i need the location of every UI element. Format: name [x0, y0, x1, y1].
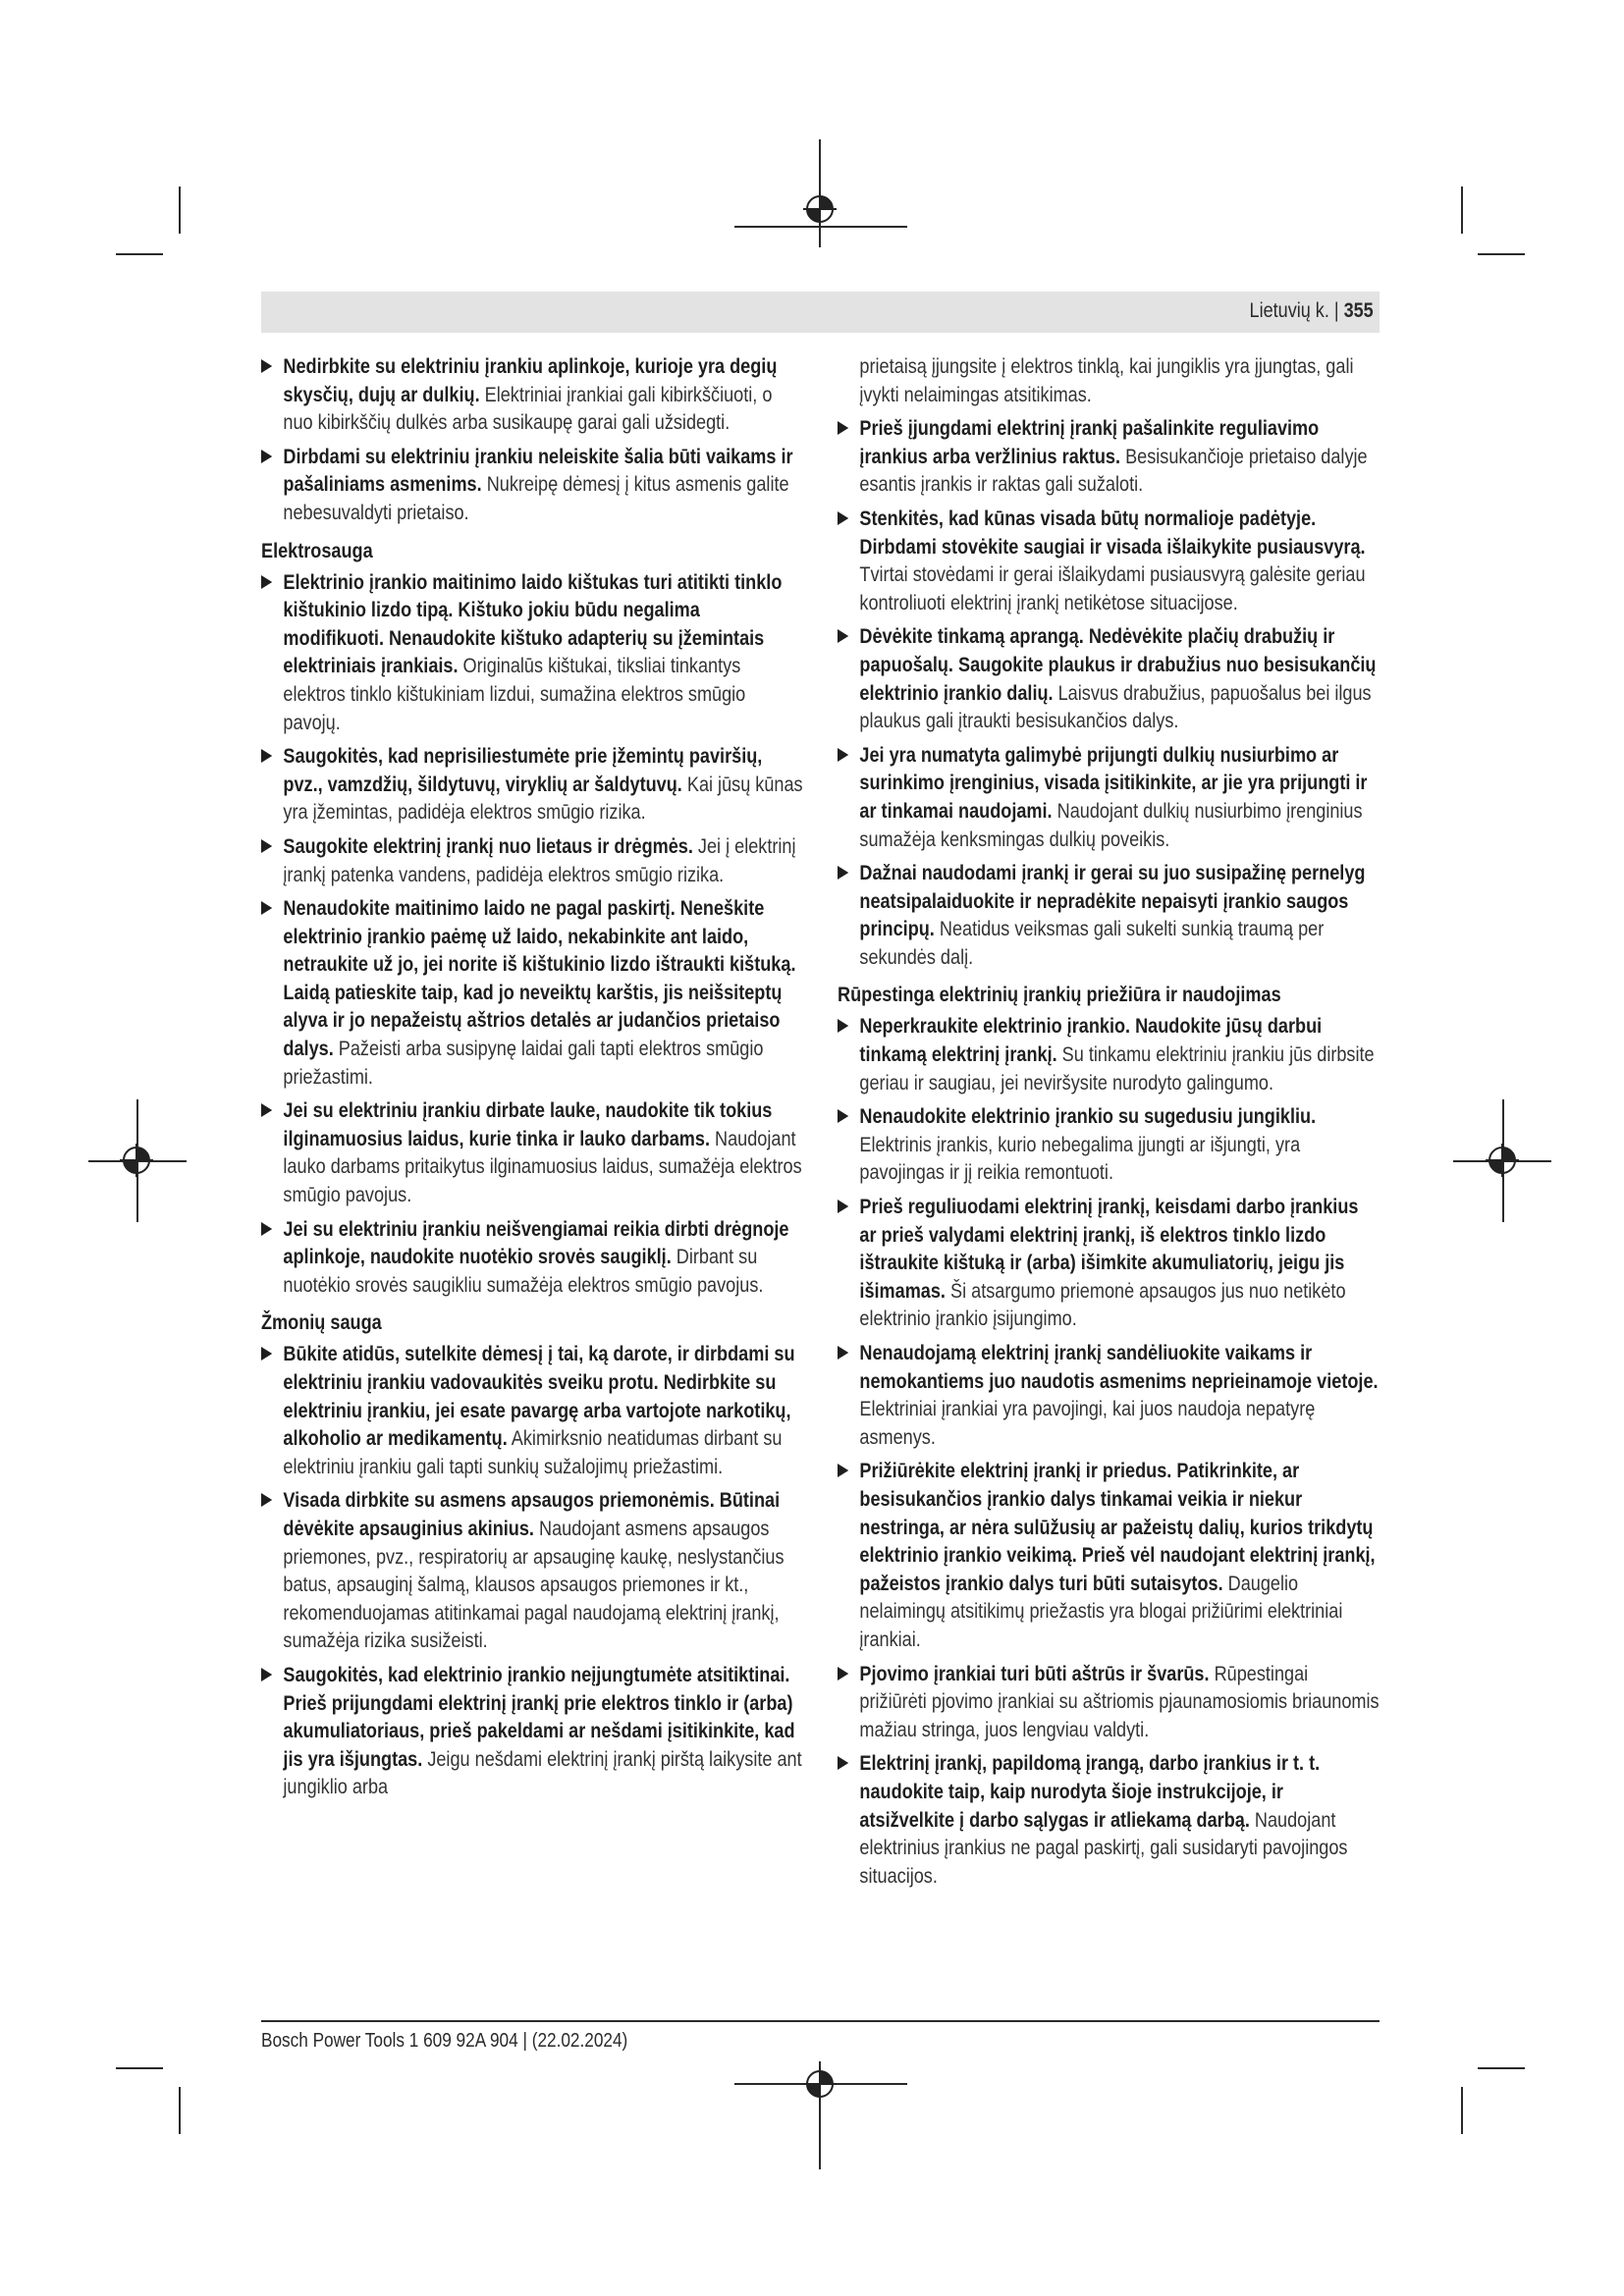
registration-target-icon [803, 2067, 837, 2101]
section-heading-tool-care: Rūpestinga elektrinių įrankių priežiūra ir naudojimas [838, 984, 1281, 1007]
language-label: Lietuvių k. [1249, 299, 1330, 322]
continued-paragraph: prietaisą įjungsite į elektros tinklą, kai jungiklis yra įjungtas, gali įvykti nelaimingas atsitikimas. [859, 355, 1354, 406]
safety-instruction-item [838, 506, 1380, 617]
bullet-triangle-icon [838, 866, 848, 880]
instruction-explanation-text: Daugelio nelaimingų atsitikimų priežastis yra blogai prižiūrimi elektriniai įrankiai. [859, 1572, 1343, 1651]
bullet-triangle-icon [838, 748, 848, 762]
footer-text: Bosch Power Tools 1 609 92A 904 | (22.02.2024) [261, 2030, 628, 2052]
crop-mark [179, 2087, 181, 2134]
instruction-explanation-text: Besisukančioje prietaiso dalyje esantis įrankis ir raktas gali sužaloti. [859, 445, 1368, 497]
bullet-triangle-icon [261, 901, 272, 915]
instruction-bold-text: Prieš įjungdami elektrinį įrankį pašalinkite reguliavimo įrankius arba veržlinius raktus. [859, 417, 1320, 468]
crop-mark [1461, 2087, 1463, 2134]
safety-instruction-item [838, 1340, 1380, 1452]
instruction-bold-text: Dažnai naudodami įrankį ir gerai su juo susipažinę pernelyg neatsipalaiduokite ir nepradėkite nepaisyti įrankio saugos principų. [859, 862, 1366, 941]
bullet-triangle-icon [838, 1200, 848, 1213]
instruction-bold-text: Jei yra numatyta galimybė prijungti dulkių nusiurbimo ar surinkimo įrenginius, visada įsitikinkite, ar jie yra prijungti ir ar tinkamai naudojami. [859, 743, 1368, 823]
instruction-explanation-text: Laisvus drabužius, papuošalus bei ilgus plaukus gali įtraukti besisukančios dalys. [859, 681, 1372, 733]
registration-target-icon [803, 192, 837, 226]
instruction-explanation-text: Elektriniai įrankiai gali kibirkščiuoti, o nuo kibirkščių dulkės arba susikaupę garai gali užsidegti. [283, 383, 773, 435]
safety-instruction-item [838, 860, 1380, 972]
bullet-triangle-icon [838, 1464, 848, 1477]
safety-instruction-item [838, 1013, 1380, 1097]
instruction-explanation-text: Pažeisti arba susipynę laidai gali tapti elektros smūgio priežastimi. [283, 1038, 764, 1089]
instruction-explanation-text: Jeigu nešdami elektrinį įrankį pirštą laikysite ant jungiklio arba [283, 1747, 802, 1799]
instruction-bold-text: Nenaudojamą elektrinį įrankį sandėliuokite vaikams ir nemokantiems juo naudotis asmenims neprieinamoje vietoje. [859, 1342, 1379, 1393]
bullet-triangle-icon [838, 1667, 848, 1681]
crop-mark [1478, 2067, 1525, 2069]
instruction-bold-text: Nenaudokite elektrinio įrankio su sugedusiu jungikliu. [859, 1105, 1317, 1129]
safety-instruction-item [838, 1458, 1380, 1654]
section-heading-electrical-safety: Elektrosauga [261, 539, 373, 562]
instruction-bold-text: Saugokitės, kad elektrinio įrankio neįjungtumėte atsitiktinai. Prieš prijungdami elektrinį įrankį prie elektros tinklo ir (arba) akumuliatoriaus, prieš pakeldami ar nešdami įsitikinkite, kad jis yra išjungtas. [283, 1663, 795, 1771]
left-column [261, 353, 803, 1808]
instruction-bold-text: Prieš reguliuodami elektrinį įrankį, keisdami darbo įrankius ar prieš valydami elektrinį įrankį, iš elektros tinklo lizdo ištraukite kištuką ir (arba) išimkite akumuliatorių, jeigu jis išimamas. [859, 1196, 1359, 1303]
left-top-list [261, 353, 803, 528]
instruction-explanation-text: Su tinkamu elektriniu įrankiu jūs dirbsite geriau ir saugiau, jei neviršysite nurodyto galingumo. [859, 1043, 1375, 1095]
safety-instruction-item [261, 444, 803, 528]
header-text: Lietuvių k. | 355 [1249, 299, 1374, 322]
bullet-triangle-icon [261, 1493, 272, 1507]
bullet-triangle-icon [838, 1109, 848, 1123]
instruction-bold-text: Stenkitės, kad kūnas visada būtų normalioje padėtyje. Dirbdami stovėkite saugiai ir visada išlaikykite pusiausvyrą. [859, 507, 1366, 559]
instruction-explanation-text: Originalūs kištukai, tiksliai tinkantys elektros tinklo kištukiniam lizdui, sumažina elektros smūgio pavojų. [283, 655, 746, 734]
instruction-bold-text: Elektrinį įrankį, papildomą įrangą, darbo įrankius ir t. t. naudokite taip, kaip nurodyta šioje instrukcijoje, ir atsižvelkite į darbo sąlygas ir atliekamą darbą. [859, 1752, 1321, 1832]
tool-care-list [838, 1013, 1380, 1891]
instruction-explanation-text: Dirbant su nuotėkio srovės saugikliu sumažėja elektros smūgio pavojus. [283, 1246, 764, 1297]
instruction-explanation-text: Nukreipę dėmesį į kitus asmenis galite nebesuvaldyti prietaiso. [283, 473, 789, 524]
instruction-explanation-text: Tvirtai stovėdami ir gerai išlaikydami pusiausvyrą galėsite geriau kontroliuoti elektrinį įrankį netikėtose situacijose. [859, 563, 1366, 614]
instruction-bold-text: Pjovimo įrankiai turi būti aštrūs ir švarūs. [859, 1662, 1210, 1685]
instruction-explanation-text: Akimirksnio neatidumas dirbant su elektriniu įrankiu gali tapti sunkių sužalojimų priežastimi. [283, 1427, 783, 1478]
instruction-bold-text: Dirbdami su elektriniu įrankiu neleiskite šalia būti vaikams ir pašaliniams asmenims. [283, 445, 793, 497]
safety-instruction-item [261, 895, 803, 1092]
safety-instruction-item [838, 742, 1380, 854]
bullet-triangle-icon [261, 1347, 272, 1361]
instruction-bold-text: Neperkraukite elektrinio įrankio. Naudokite jūsų darbui tinkamą elektrinį įrankį. [859, 1015, 1323, 1067]
crop-mark [116, 253, 163, 255]
instruction-explanation-text: Naudojant lauko darbams pritaikytus ilginamuosius laidus, sumažėja elektros smūgio pavojus. [283, 1127, 802, 1207]
bullet-triangle-icon [261, 1103, 272, 1117]
instruction-bold-text: Prižiūrėkite elektrinį įrankį ir priedus. Patikrinkite, ar besisukančios įrankio dalys tinkamai veikia ir niekur nestringa, ar nėra sulūžusių ar pažeistų dalių, kurios trikdytų elektrinio įrankio veikimą. Prieš vėl naudojant elektrinį įrankį, pažeistos įrankio dalys turi būti sutaisytos. [859, 1460, 1376, 1595]
instruction-explanation-text: Neatidus veiksmas gali sukelti sunkią traumą per sekundės dalį. [859, 918, 1325, 969]
crop-mark [1478, 253, 1525, 255]
instruction-explanation-text: Rūpestingai prižiūrėti pjovimo įrankiai su aštriomis pjaunamosiomis briaunomis mažiau stringa, juos lengviau valdyti. [859, 1662, 1380, 1741]
safety-instruction-item [261, 1487, 803, 1656]
instruction-bold-text: Saugokitės, kad neprisiliestumėte prie įžemintų paviršių, pvz., vamzdžių, šildytuvų, viryklių ar šaldytuvų. [283, 745, 763, 796]
safety-instruction-item [261, 1341, 803, 1481]
bullet-triangle-icon [838, 1346, 848, 1360]
safety-instruction-item [838, 1103, 1380, 1188]
safety-instruction-item [838, 1750, 1380, 1891]
electrical-safety-list [261, 569, 803, 1301]
crop-mark [116, 2067, 163, 2069]
instruction-explanation-text: Elektrinis įrankis, kurio nebegalima įjungti ar išjungti, yra pavojingas ir jį reikia remontuoti. [859, 1133, 1301, 1185]
instruction-bold-text: Jei su elektriniu įrankiu dirbate lauke, naudokite tik tokius ilginamuosius laidus, kurie tinka ir lauko darbams. [283, 1099, 773, 1150]
safety-instruction-item [838, 623, 1380, 735]
instruction-explanation-text: Elektriniai įrankiai yra pavojingi, kai juos naudoja nepatyrę asmenys. [859, 1398, 1316, 1449]
registration-target-icon [120, 1144, 153, 1177]
page-number: 355 [1343, 299, 1374, 322]
bullet-triangle-icon [838, 1019, 848, 1033]
instruction-bold-text: Saugokite elektrinį įrankį nuo lietaus ir drėgmės. [283, 834, 693, 858]
safety-instruction-item [261, 833, 803, 889]
instruction-explanation-text: Jei į elektrinį įrankį patenka vandens, padidėja elektros smūgio rizika. [283, 834, 796, 886]
bullet-triangle-icon [838, 511, 848, 525]
registration-line [734, 226, 907, 228]
bullet-triangle-icon [261, 839, 272, 853]
instruction-explanation-text: Naudojant asmens apsaugos priemones, pvz., respiratorių ar apsauginę kaukę, neslystančius batus, apsauginį šalmą, klausos apsaugos priemones ir kt., rekomenduojamas atitinkamai pagal naudojamą elektrinį įrankį, sumažėja rizika susižeisti. [283, 1517, 785, 1653]
instruction-explanation-text: Naudojant dulkių nusiurbimo įrenginius sumažėja kenksmingas dulkių poveikis. [859, 799, 1363, 851]
safety-instruction-item [261, 1662, 803, 1802]
safety-instruction-item [838, 1194, 1380, 1334]
instruction-bold-text: Jei su elektriniu įrankiu neišvengiamai reikia dirbti drėgnoje aplinkoje, naudokite nuotėkio srovės saugiklį. [283, 1217, 789, 1269]
bullet-triangle-icon [261, 450, 272, 463]
bullet-triangle-icon [838, 1756, 848, 1770]
section-heading-personal-safety: Žmonių sauga [261, 1311, 382, 1335]
crop-mark [179, 187, 181, 234]
bullet-triangle-icon [261, 1668, 272, 1682]
registration-target-icon [1486, 1144, 1519, 1177]
bullet-triangle-icon [261, 749, 272, 763]
instruction-bold-text: Dėvėkite tinkamą aprangą. Nedėvėkite plačių drabužių ir papuošalų. Saugokite plaukus ir drabužius nuo besisukančių elektrinio įrankio dalių. [859, 625, 1377, 705]
safety-instruction-item [261, 1216, 803, 1301]
instruction-bold-text: Nenaudokite maitinimo laido ne pagal paskirtį. Neneškite elektrinio įrankio paėmę už laido, nekabinkite ant laido, netraukite už jo, jei norite iš kištukinio lizdo ištraukti kištuką. Laidą patieskite taip, kad jo neveiktų karštis, jis neišsiteptų alyva ir jo nepažeistų aštrios detalės ar judančios prietaiso dalys. [283, 897, 796, 1061]
instruction-explanation-text: Ši atsargumo priemonė apsaugos jus nuo netikėto elektrinio įrankio įsijungimo. [859, 1279, 1346, 1331]
instruction-bold-text: Elektrinio įrankio maitinimo laido kištukas turi atitikti tinklo kištukinio lizdo tipą. Kištuko jokiu būdu negalima modifikuoti. Nenaudokite kištuko adapterių su įžemintais elektriniais įrankiais. [283, 570, 783, 678]
crop-mark [1461, 187, 1463, 234]
instruction-bold-text: Visada dirbkite su asmens apsaugos priemonėmis. Būtinai dėvėkite apsauginius akinius. [283, 1489, 781, 1540]
footer-divider [261, 2020, 1380, 2022]
right-column [838, 353, 1380, 1896]
bullet-triangle-icon [838, 629, 848, 643]
personal-safety-list [261, 1341, 803, 1802]
instruction-bold-text: Nedirbkite su elektriniu įrankiu aplinkoje, kurioje yra degių skysčių, dujų ar dulkių. [283, 355, 778, 406]
safety-instruction-item [261, 1097, 803, 1209]
instruction-explanation-text: Kai jūsų kūnas yra įžemintas, padidėja elektros smūgio rizika. [283, 773, 803, 825]
safety-instruction-item [261, 743, 803, 828]
bullet-triangle-icon [261, 1222, 272, 1236]
bullet-triangle-icon [261, 575, 272, 589]
bullet-triangle-icon [838, 421, 848, 435]
instruction-explanation-text: Naudojant elektrinius įrankius ne pagal paskirtį, gali susidaryti pavojingos situacijos. [859, 1808, 1348, 1888]
bullet-triangle-icon [261, 359, 272, 373]
right-top-list [838, 415, 1380, 972]
safety-instruction-item [838, 1661, 1380, 1745]
safety-instruction-item [261, 569, 803, 738]
safety-instruction-item [261, 353, 803, 438]
page-header [261, 292, 1380, 333]
instruction-bold-text: Būkite atidūs, sutelkite dėmesį į tai, ką darote, ir dirbdami su elektriniu įrankiu vadovaukitės sveiku protu. Nedirbkite su elektriniu įrankiu, jei esate pavargę arba vartojote narkotikų, alkoholio ar medikamentų. [283, 1343, 795, 1451]
safety-instruction-item [838, 415, 1380, 500]
